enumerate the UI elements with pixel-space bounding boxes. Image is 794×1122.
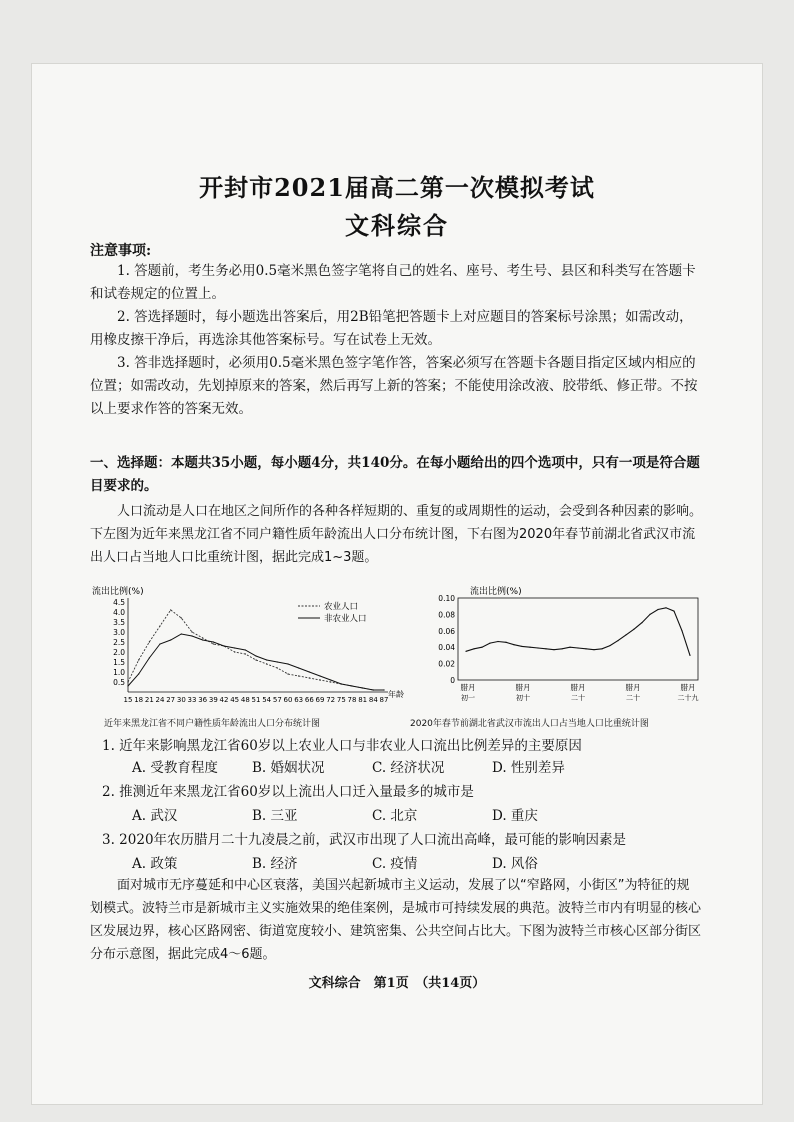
question-2-option-d: D. 重庆 (492, 808, 538, 824)
nonagri-point-22 (362, 687, 363, 688)
right-point-5 (505, 642, 506, 643)
question-1-option-c: C. 经济状况 (372, 760, 445, 776)
right-chart-xtick-4: 腊月 (680, 683, 696, 692)
notice-item-3: 3. 答非选择题时，必须用0.5毫米黑色签字笔作答，答案必须写在答题卡各题目指定区域内相应的位置；如需改动，先划掉原来的答案，然后再写上新的答案；不能使用涂改液、胶带纸、修正带。不按以上要求作答的答案无效。 (90, 355, 698, 417)
right-chart-ytick-0: 0.10 (438, 594, 455, 603)
left-chart-xtick-6: 33 (187, 696, 197, 704)
right-point-18 (609, 645, 610, 646)
nonagri-point-1 (138, 673, 139, 674)
left-chart-xtick-17: 66 (304, 696, 314, 704)
nonagri-point-0 (127, 685, 128, 686)
right-chart-ytick-1: 0.08 (438, 610, 455, 620)
right-point-16 (593, 649, 594, 650)
right-point-9 (537, 647, 538, 648)
left-chart-xtick-12: 51 (251, 696, 261, 704)
left-chart-xtick-22: 81 (358, 696, 368, 704)
left-chart-xtick-20: 75 (336, 696, 346, 704)
question-3-option-d: D. 风俗 (492, 856, 538, 872)
right-point-6 (513, 644, 514, 645)
nonagri-point-2 (149, 657, 150, 658)
left-chart-ytick-2: 3.5 (113, 618, 125, 627)
agri-point-8 (213, 643, 214, 644)
agri-point-13 (266, 663, 267, 664)
left-chart-xtick-16: 63 (294, 696, 304, 704)
agri-point-18 (319, 679, 320, 680)
right-point-19 (617, 640, 618, 641)
right-point-8 (529, 647, 530, 648)
left-chart-xtick-24: 87 (379, 696, 389, 704)
nonagri-point-13 (266, 659, 267, 660)
nonagri-point-23 (373, 689, 374, 690)
left-chart-ytick-1: 4.0 (113, 608, 125, 617)
right-chart-ylabel: 流出比例(%) (470, 587, 522, 597)
right-point-14 (577, 647, 578, 648)
right-point-4 (497, 641, 498, 642)
right-chart-xtick-0: 腊月 (460, 683, 476, 692)
section-heading: 一、选择题：本题共35小题，每小题4分，共140分。在每小题给出的四个选项中，只有一项是符合题目要求的。 (90, 455, 700, 494)
right-point-24 (657, 609, 658, 610)
right-chart-xsub-1: 初十 (516, 694, 530, 702)
left-chart-ytick-6: 1.5 (113, 658, 125, 667)
left-chart-xtick-14: 57 (272, 696, 282, 704)
right-point-21 (633, 629, 634, 630)
notice-heading: 注意事项: (90, 243, 152, 259)
agri-point-1 (138, 659, 139, 660)
agri-point-7 (202, 637, 203, 638)
right-point-7 (521, 646, 522, 647)
left-chart-ytick-8: 0.5 (113, 678, 125, 687)
left-chart (88, 584, 413, 714)
agri-point-4 (170, 609, 171, 610)
left-chart-xtick-21: 78 (347, 696, 357, 704)
right-chart-xsub-4: 二十九 (677, 694, 699, 702)
agri-point-3 (159, 625, 160, 626)
right-point-26 (673, 611, 674, 612)
left-chart-xtick-4: 27 (166, 696, 176, 704)
legend-agri-label: 农业人口 (324, 602, 359, 612)
right-chart-ytick-4: 0.02 (438, 659, 455, 669)
agri-point-15 (287, 673, 288, 674)
left-chart-ytick-0: 4.5 (113, 598, 125, 607)
left-chart-ytick-3: 3.0 (113, 628, 125, 637)
nonagri-point-9 (223, 645, 224, 646)
left-chart-ylabel: 流出比例(%) (92, 587, 144, 597)
question-1-stem: 1. 近年来影响黑龙江省60岁以上农业人口与非农业人口流出比例差异的主要原因 (102, 738, 582, 754)
agri-point-6 (191, 631, 192, 632)
series-line-nonagri (128, 634, 384, 690)
nonagri-point-20 (341, 683, 342, 684)
exam-subtitle: 文科综合 (345, 211, 449, 240)
left-chart-xtick-19: 72 (326, 696, 336, 704)
question-3-option-c: C. 疫情 (372, 856, 418, 872)
right-chart-ytick-5: 0 (450, 676, 455, 685)
section-intro-2: 面对城市无序蔓延和中心区衰落，美国兴起新城市主义运动，发展了以“窄路网，小街区”为特征的规划模式。波特兰市是新城市主义实施效果的绝佳案例，是城市可持续发展的典范。波特兰市内有明显的核心区发展边界，核心区路网密、街道宽度较小、建筑密集、公共空间占比大。下图为波特兰市核心区部分街区分布示意图，据此完成4～6题。 (90, 878, 702, 962)
exam-title: 开封市2021届高二第一次模拟考试 (199, 173, 595, 202)
right-point-0 (465, 651, 466, 652)
question-2-option-b: B. 三亚 (252, 808, 298, 824)
right-point-10 (545, 648, 546, 649)
question-2-stem: 2. 推测近年来黑龙江省60岁以上流出人口迁入量最多的城市是 (102, 784, 474, 800)
question-2-option-c: C. 北京 (372, 808, 418, 824)
section-intro: 人口流动是人口在地区之间所作的各种各样短期的、重复的或周期性的运动，会受到各种因素的影响。下左图为近年来黑龙江省不同户籍性质年龄流出人口分布统计图，下右图为2020年春节前湖北省武汉市流出人口占当地人口比重统计图，据此完成1~3题。 (90, 504, 703, 565)
left-chart-xtick-9: 42 (219, 696, 229, 704)
left-chart-xtick-13: 54 (262, 696, 272, 704)
left-chart-xtick-18: 69 (315, 696, 325, 704)
question-1-option-d: D. 性别差异 (492, 760, 565, 776)
right-point-13 (569, 647, 570, 648)
right-chart-ytick-3: 0.04 (438, 643, 455, 653)
nonagri-point-18 (319, 675, 320, 676)
notice-item-2: 2. 答选择题时，每小题选出答案后，用2B铅笔把答题卡上对应题目的答案标号涂黑；如需改动，用橡皮擦干净后，再选涂其他答案标号。写在试卷上无效。 (90, 309, 693, 348)
agri-point-16 (298, 675, 299, 676)
right-point-22 (641, 622, 642, 623)
nonagri-point-21 (351, 685, 352, 686)
question-3-stem: 3. 2020年农历腊月二十九凌晨之前，武汉市出现了人口流出高峰，最可能的影响因素是 (102, 832, 627, 848)
left-chart-xtick-11: 48 (240, 696, 250, 704)
question-3-option-a: A. 政策 (132, 856, 178, 872)
left-chart-xtick-2: 21 (144, 696, 154, 704)
nonagri-point-24 (383, 689, 384, 690)
left-chart-xtick-3: 24 (155, 696, 165, 704)
right-point-11 (553, 649, 554, 650)
nonagri-point-7 (202, 639, 203, 640)
left-chart-xtick-7: 36 (198, 696, 208, 704)
question-2-option-a: A. 武汉 (132, 808, 178, 824)
right-point-15 (585, 648, 586, 649)
nonagri-point-5 (181, 633, 182, 634)
nonagri-point-11 (245, 649, 246, 650)
question-1-option-b: B. 婚姻状况 (252, 760, 325, 776)
right-chart (414, 584, 714, 714)
right-point-2 (481, 647, 482, 648)
question-3-option-b: B. 经济 (252, 856, 298, 872)
right-point-27 (681, 630, 682, 631)
nonagri-point-16 (298, 667, 299, 668)
left-chart-xtick-5: 30 (176, 696, 186, 704)
nonagri-point-3 (159, 643, 160, 644)
left-chart-xtick-23: 84 (368, 696, 378, 704)
right-chart-xtick-3: 腊月 (625, 683, 641, 692)
left-chart-caption: 近年来黑龙江省不同户籍性质年龄流出人口分布统计图 (104, 719, 321, 729)
right-point-23 (649, 614, 650, 615)
nonagri-point-6 (191, 635, 192, 636)
right-chart-xsub-2: 二十 (571, 694, 585, 702)
agri-point-2 (149, 641, 150, 642)
left-chart-ytick-5: 2.0 (113, 648, 125, 657)
agri-point-0 (127, 681, 128, 682)
nonagri-point-4 (170, 639, 171, 640)
right-point-1 (473, 648, 474, 649)
right-chart-frame (458, 598, 698, 680)
right-point-25 (665, 607, 666, 608)
left-chart-ytick-4: 2.5 (113, 638, 125, 647)
right-chart-xsub-0: 初一 (461, 694, 475, 702)
nonagri-point-10 (234, 647, 235, 648)
right-point-17 (601, 648, 602, 649)
right-point-12 (561, 648, 562, 649)
left-chart-ytick-7: 1.0 (113, 668, 125, 677)
right-point-28 (689, 655, 690, 656)
nonagri-point-15 (287, 663, 288, 664)
page-footer: 文科综合 第1页 （共14页） (308, 976, 486, 991)
right-chart-xsub-3: 二十 (626, 694, 640, 702)
nonagri-point-12 (255, 655, 256, 656)
agri-point-10 (234, 651, 235, 652)
left-chart-xtick-0: 15 (123, 696, 133, 704)
agri-point-5 (181, 617, 182, 618)
left-chart-xunit: 年龄 (388, 690, 404, 699)
right-chart-caption: 2020年春节前湖北省武汉市流出人口占当地人口比重统计图 (410, 719, 649, 729)
right-chart-xtick-2: 腊月 (570, 683, 586, 692)
left-chart-xtick-10: 45 (230, 696, 240, 704)
exam-sheet (32, 64, 762, 1104)
legend-nonagri-label: 非农业人口 (324, 614, 367, 624)
agri-point-11 (245, 653, 246, 654)
left-chart-xtick-15: 60 (283, 696, 293, 704)
right-chart-xtick-1: 腊月 (515, 683, 531, 692)
right-point-3 (489, 643, 490, 644)
right-point-20 (625, 634, 626, 635)
left-chart-xtick-8: 39 (208, 696, 218, 704)
agri-point-12 (255, 659, 256, 660)
right-chart-ytick-2: 0.06 (438, 626, 455, 636)
nonagri-point-19 (330, 679, 331, 680)
question-1-option-a: A. 受教育程度 (132, 760, 218, 776)
notice-item-1: 1. 答题前，考生务必用0.5毫米黑色签字笔将自己的姓名、座号、考生号、县区和科类写在答题卡和试卷规定的位置上。 (90, 263, 696, 302)
nonagri-point-17 (309, 671, 310, 672)
nonagri-point-8 (213, 641, 214, 642)
agri-point-14 (277, 667, 278, 668)
nonagri-point-14 (277, 661, 278, 662)
left-chart-xtick-1: 18 (134, 696, 144, 704)
agri-point-17 (309, 677, 310, 678)
agri-point-19 (330, 681, 331, 682)
